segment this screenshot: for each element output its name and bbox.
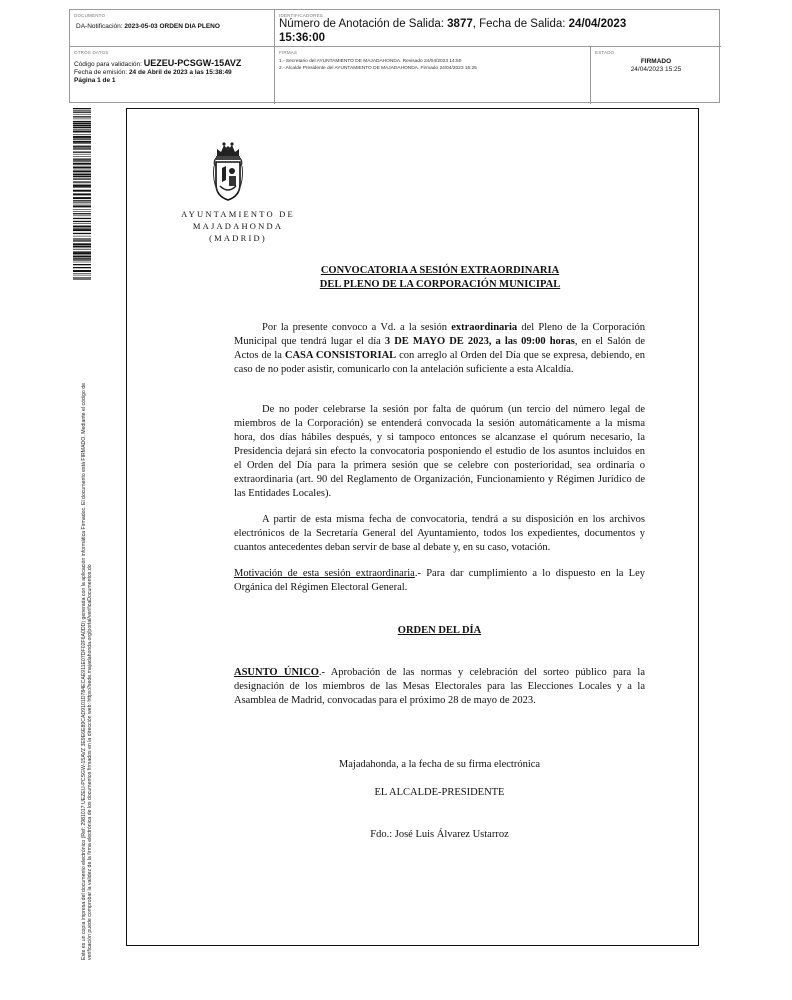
paragraph-motivacion: Motivación de esta sesión extraordinaria.- Para dar cumplimiento a lo dispuesto en la Ley Orgánica del Régimen Electoral General. (234, 568, 645, 593)
firma-line: 2.- Alcalde Presidente del AYUNTAMIENTO DE MAJADAHONDA. Firmado 24/04/2023 15:25 (279, 66, 477, 71)
barcode (73, 108, 91, 280)
paragraph-convocatoria: Por la presente convoco a Vd. a la sesión extraordinaria del Pleno de la Corporación Municipal que tendrá lugar el día 3 DE MAYO DE 2023, a las 09:00 horas, en el Salón de Actos de la CASA CONSISTORIAL con arreglo al Orden del Día que se expresa, debiendo, en caso de no poder asistir, comunicarlo con la antelación suficiente a esta Alcaldía. (234, 322, 645, 375)
otros-datos-values: Código para validación: UEZEU-PCSGW-15AVZ Fecha de emisión: 24 de Abril de 2023 a las 15:38:49 Página 1 de 1 (74, 58, 242, 85)
signature-place: Majadahonda, a la fecha de su firma electrónica (338, 759, 541, 770)
signature-role: EL ALCALDE-PRESIDENTE (374, 787, 505, 798)
paragraph-documentacion: A partir de esta misma fecha de convocatoria, tendrá a su disposición en los archivos electrónicos de la Secretaría General del Ayuntamiento, todos los expedientes, documentos y cuantos antecedentes deban servir de base al debate y, en su caso, votación. (234, 514, 645, 553)
otros-datos-cell (70, 47, 275, 104)
institution-name: AYUNTAMIENTO DE MAJADAHONDA (MADRID) (181, 209, 295, 243)
anotacion-salida: Número de Anotación de Salida: 3877, Fecha de Salida: 24/04/2023 15:36:00 (279, 18, 627, 44)
documento-label: DOCUMENTO (74, 13, 106, 18)
estado-cell (591, 47, 721, 104)
codigo-validacion[interactable]: UEZEU-PCSGW-15AVZ (143, 58, 242, 68)
estado-label: ESTADO (595, 50, 615, 55)
firmas-cell (275, 47, 591, 104)
verification-side-text: Este es un copia impresa del documento electrónico (Ref: 2981017 UEZEU-PCSGW-15AVZ 3E9E6E89CAD9101D784ECAE911E07DF02F6A0DD) generada con la aplicación informática Firmadoc. El documento está FIRMADO. Mediante el código de verificación puede comprobar la validez de la firma electrónica de los documentos firmados en la dirección web: https://sede.majadahonda.org/portal/verificaDocumentos.do (81, 383, 93, 960)
orden-del-dia-heading: ORDEN DEL DÍA (397, 625, 482, 636)
signature-name: Fdo.: José Luis Álvarez Ustarroz (370, 829, 509, 840)
identificadores-label: IDENTIFICADORES (279, 13, 324, 18)
firma-line: 1.- Secretario del AYUNTAMIENTO DE MAJADAHONDA. Revisado 24/04/2023 14:50 (279, 59, 462, 64)
document-header (69, 9, 720, 103)
documento-value: DA-Notificación: 2023-05-03 ORDEN DIA PLENO (76, 23, 220, 30)
documento-cell (70, 10, 275, 47)
pagina-indicator: Página 1 de 1 (74, 77, 116, 85)
paragraph-quorum: De no poder celebrarse la sesión por falta de quórum (un tercio del número legal de miembros de la Corporación) se entenderá convocada la sesión automáticamente a la misma hora, dos días hábiles después, y si tampoco entonces se alcanzase el quórum necesario, la Presidencia dejará sin efecto la convocatoria posponiendo el estudio de los asuntos incluidos en el Orden del Día para la primera sesión que se celebre con posterioridad, sea ordinaria o extraordinaria (art. 90 del Reglamento de Organización, Funcionamiento y Régimen Jurídico de las Entidades Locales). (234, 404, 645, 499)
document-title: CONVOCATORIA A SESIÓN EXTRAORDINARIA DEL PLENO DE LA CORPORACIÓN MUNICIPAL (319, 265, 561, 290)
firmas-label: FIRMAS (279, 50, 298, 55)
otros-datos-label: OTROS DATOS (74, 50, 109, 55)
firmas-list (279, 58, 477, 72)
estado-value: FIRMADO 24/04/2023 15:25 (630, 58, 682, 73)
identificadores-cell (275, 10, 721, 47)
asunto-unico: ASUNTO ÚNICO.- Aprobación de las normas y celebración del sorteo público para la designación de los miembros de las Mesas Electorales para las Elecciones Locales y a la Asamblea de Madrid, convocadas para el próximo 28 de mayo de 2023. (234, 667, 645, 706)
coat-of-arms-logo (210, 140, 246, 204)
status-badge: FIRMADO (640, 58, 672, 65)
